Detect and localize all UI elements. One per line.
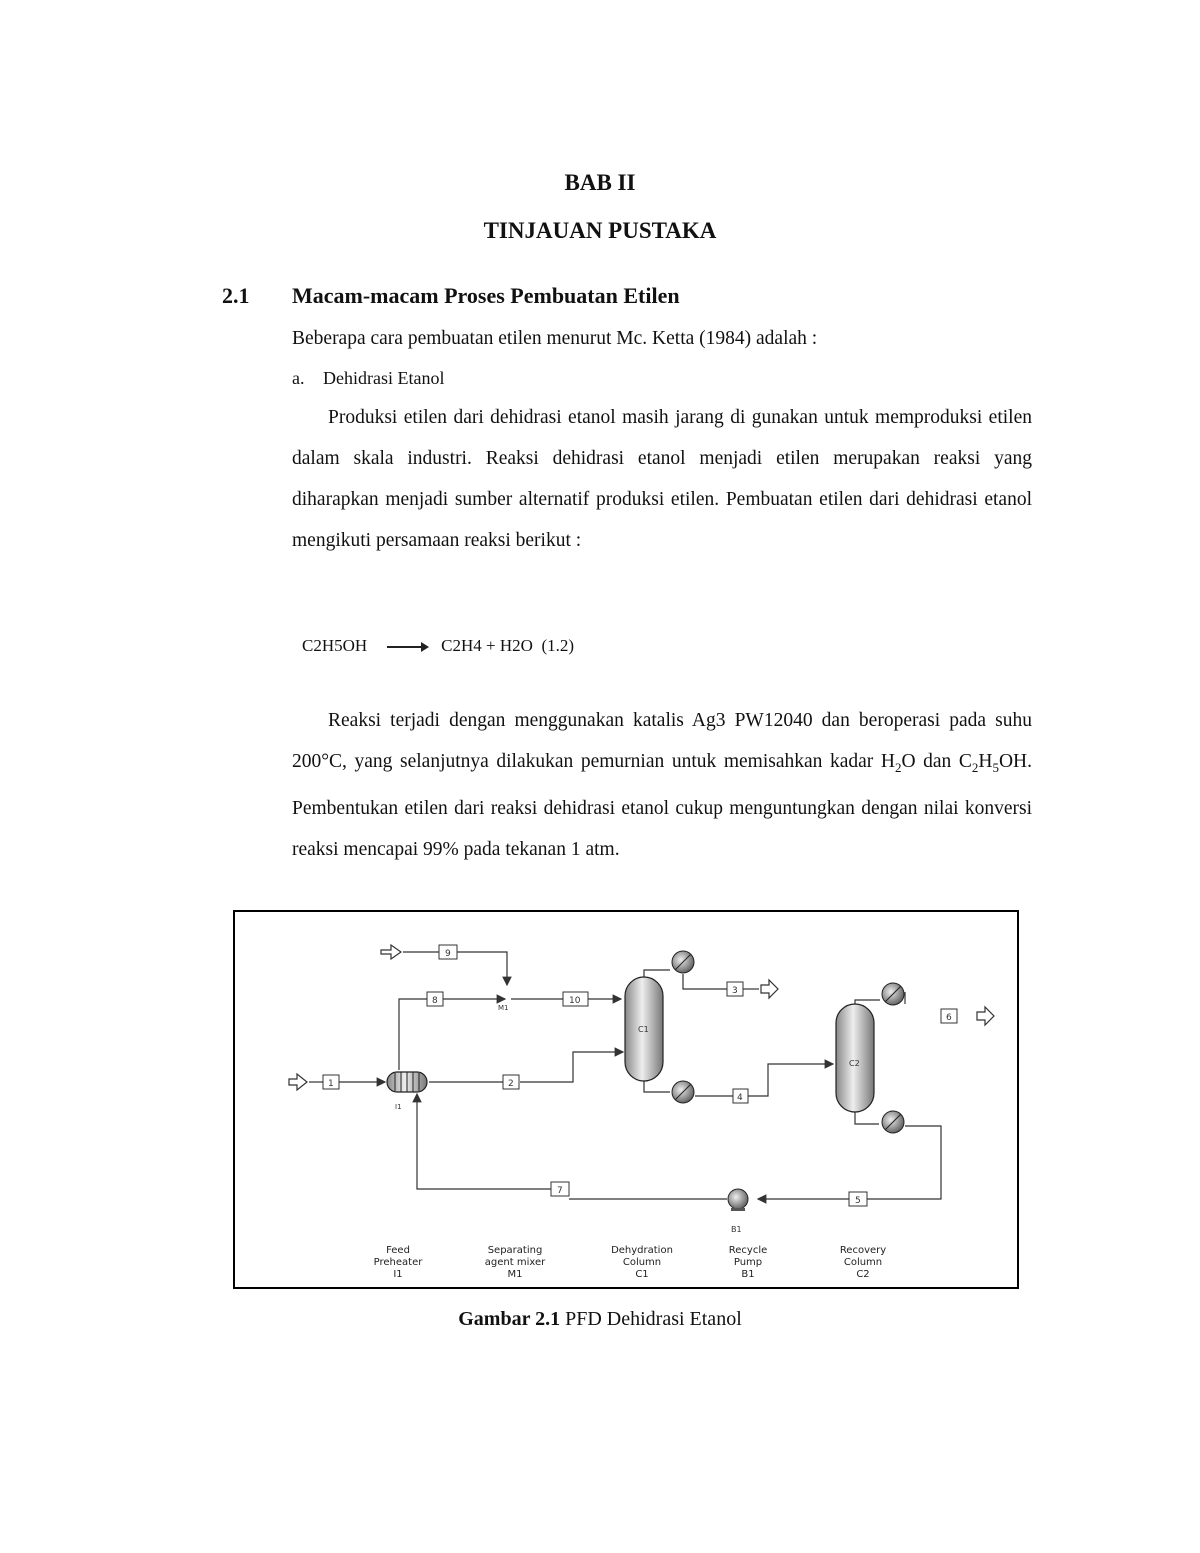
figure-caption	[0, 1308, 1200, 1331]
stream-6: 6	[946, 1013, 952, 1023]
stream-9: 9	[445, 949, 451, 959]
stream-1: 1	[328, 1079, 334, 1089]
section-title: Macam-macam Proses Pembuatan Etilen	[292, 283, 680, 308]
list-marker: a.	[292, 368, 305, 388]
stream-10: 10	[569, 996, 581, 1006]
agent-inlet-arrow-icon	[381, 945, 401, 959]
legend-c2-line2: Column	[843, 1257, 883, 1268]
intro-text: Beberapa cara pembuatan etilen menurut Mc. Ketta (1984) adalah :	[292, 328, 818, 349]
equation-reactant: C2H5OH	[302, 636, 368, 655]
paragraph-2-text: Reaksi terjadi dengan menggunakan katalis Ag3 PW12040 dan beroperasi pada suhu 200°C, yang selanjutnya dilakukan pemurnian untuk memisahkan kadar H	[292, 710, 1032, 772]
subscript: 5	[992, 759, 999, 775]
recovery-column-icon	[836, 1004, 874, 1112]
list-label: Dehidrasi Etanol	[323, 368, 445, 388]
subscript: 2	[971, 759, 979, 775]
reboiler-icon	[672, 1081, 694, 1103]
stream-7: 7	[557, 1186, 563, 1196]
chapter-title: TINJAUAN PUSTAKA	[483, 218, 717, 243]
dehydration-column-icon	[625, 977, 663, 1081]
subscript: 2	[894, 759, 902, 775]
product-outlet-arrow-icon	[977, 1007, 994, 1025]
legend-pump-tag: B1	[741, 1269, 755, 1280]
paragraph-2-text: O dan C	[901, 751, 972, 772]
stream-5: 5	[855, 1196, 861, 1206]
equation-products: C2H4 + H2O	[441, 636, 533, 655]
pfd-diagram	[235, 912, 1016, 1286]
legend-pump-line2: Pump	[733, 1257, 763, 1268]
legend-c1-line2: Column	[622, 1257, 662, 1268]
pfd-figure	[233, 910, 1019, 1289]
diagram-legend	[374, 1245, 887, 1280]
legend-mixer-tag: M1	[507, 1269, 523, 1280]
legend-heater-line1: Feed	[386, 1245, 410, 1256]
feed-preheater-icon	[387, 1072, 427, 1111]
stream-8: 8	[432, 996, 438, 1006]
paragraph-1: Produksi etilen dari dehidrasi etanol masih jarang di gunakan untuk memproduksi etilen dalam skala industri. Reaksi dehidrasi etanol menjadi etilen merupakan reaksi yang diharapkan menjadi sumber alternatif produksi etilen. Pembuatan etilen dari dehidrasi etanol mengikuti persamaan reaksi berikut :	[292, 407, 1032, 551]
reaction-equation	[302, 636, 574, 656]
reaction-arrow-icon	[387, 646, 427, 648]
legend-heater-tag: I1	[393, 1269, 403, 1280]
tag-m1: M1	[498, 1004, 509, 1012]
reboiler-icon	[882, 1111, 904, 1133]
recycle-pump-icon	[728, 1189, 748, 1234]
caption-label: Gambar 2.1	[458, 1308, 561, 1330]
stream-2: 2	[508, 1079, 514, 1089]
paragraph-2-text: H	[978, 751, 993, 772]
tag-c2: C2	[849, 1059, 860, 1068]
stream-3: 3	[732, 986, 738, 996]
legend-c2-line1: Recovery	[839, 1245, 887, 1256]
condenser-icon	[672, 951, 694, 973]
legend-c1-tag: C1	[635, 1269, 649, 1280]
legend-heater-line2: Preheater	[373, 1257, 423, 1268]
equation-number: (1.2)	[541, 636, 575, 655]
tag-b1: B1	[731, 1225, 742, 1234]
chapter-number: BAB II	[564, 170, 636, 195]
caption-text: PFD Dehidrasi Etanol	[565, 1308, 742, 1330]
feed-inlet-arrow-icon	[289, 1074, 307, 1090]
legend-pump-line1: Recycle	[728, 1245, 768, 1256]
legend-mixer-line1: Separating	[487, 1245, 543, 1256]
tag-c1: C1	[638, 1025, 649, 1034]
legend-c1-line1: Dehydration	[611, 1245, 673, 1256]
legend-mixer-line2: agent mixer	[484, 1257, 546, 1268]
paragraph-2	[292, 700, 1032, 870]
condenser-icon	[882, 983, 904, 1005]
distillate-outlet-arrow-icon	[761, 980, 778, 998]
legend-c2-tag: C2	[856, 1269, 870, 1280]
paragraph-2-text: OH. Pembentukan etilen dari reaksi dehidrasi etanol cukup menguntungkan dengan nilai konversi reaksi mencapai 99% pada tekanan 1 atm.	[292, 751, 1032, 860]
tag-i1: I1	[395, 1103, 402, 1111]
stream-4: 4	[737, 1093, 743, 1103]
list-item-a	[292, 368, 444, 389]
section-number: 2.1	[222, 283, 250, 308]
